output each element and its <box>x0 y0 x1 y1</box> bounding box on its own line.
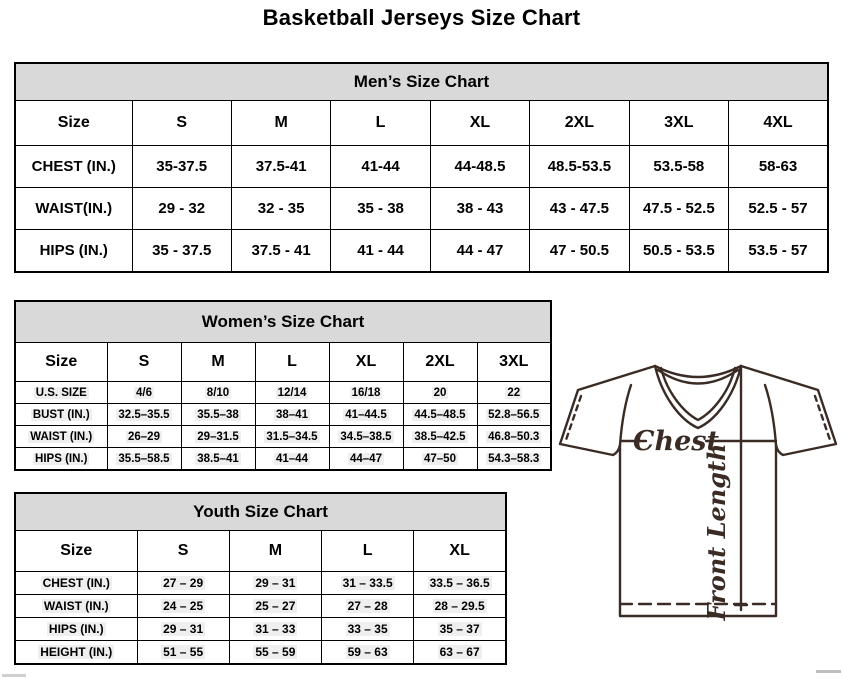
table-cell: 48.5-53.5 <box>530 146 629 188</box>
youth-chart-title: Youth Size Chart <box>15 493 506 531</box>
table-cell: 54.3–58.3 <box>477 448 551 471</box>
size-column-header: XL <box>414 531 506 572</box>
row-label-cell: WAIST(IN.) <box>15 188 132 230</box>
table-row <box>15 230 828 273</box>
row-label-cell: U.S. SIZE <box>15 382 107 404</box>
row-label-cell: CHEST (IN.) <box>15 572 137 595</box>
table-cell: 35.5–38 <box>181 404 255 426</box>
table-cell: 38 - 43 <box>430 188 529 230</box>
table-cell: 41–44 <box>255 448 329 471</box>
table-row <box>15 448 551 471</box>
bottom-right-scrollbar-fragment <box>816 670 841 673</box>
jersey-silhouette <box>560 366 836 616</box>
table-cell: 35.5–58.5 <box>107 448 181 471</box>
table-cell: 25 – 27 <box>229 595 321 618</box>
table-cell: 27 – 29 <box>137 572 229 595</box>
table-cell: 4/6 <box>107 382 181 404</box>
table-cell: 44 - 47 <box>430 230 529 273</box>
table-cell: 24 – 25 <box>137 595 229 618</box>
table-row <box>15 426 551 448</box>
size-column-header: 2XL <box>530 101 629 146</box>
table-cell: 20 <box>403 382 477 404</box>
row-label-cell: WAIST (IN.) <box>15 426 107 448</box>
size-column-header: S <box>137 531 229 572</box>
row-label-cell: WAIST (IN.) <box>15 595 137 618</box>
table-cell: 41–44.5 <box>329 404 403 426</box>
size-header-cell: Size <box>15 101 132 146</box>
mens-chart-title: Men’s Size Chart <box>15 63 828 101</box>
table-cell: 32.5–35.5 <box>107 404 181 426</box>
table-cell: 37.5 - 41 <box>231 230 330 273</box>
table-row <box>15 572 506 595</box>
table-cell: 47 - 50.5 <box>530 230 629 273</box>
row-label-cell: HEIGHT (IN.) <box>15 641 137 665</box>
size-column-header: 3XL <box>477 343 551 382</box>
mens-size-chart-table <box>14 62 829 273</box>
table-cell: 34.5–38.5 <box>329 426 403 448</box>
table-cell: 41-44 <box>331 146 430 188</box>
womens-chart-title: Women’s Size Chart <box>15 301 551 343</box>
size-column-header: L <box>322 531 414 572</box>
row-label-cell: CHEST (IN.) <box>15 146 132 188</box>
size-column-header: XL <box>329 343 403 382</box>
size-column-header: S <box>107 343 181 382</box>
size-column-header: L <box>331 101 430 146</box>
table-row <box>15 188 828 230</box>
table-cell: 52.8–56.5 <box>477 404 551 426</box>
table-cell: 8/10 <box>181 382 255 404</box>
page-title: Basketball Jerseys Size Chart <box>262 5 581 30</box>
table-cell: 28 – 29.5 <box>414 595 506 618</box>
table-cell: 43 - 47.5 <box>530 188 629 230</box>
jersey-outline-drawing <box>556 360 843 626</box>
chest-label: Chest <box>633 426 719 457</box>
table-cell: 58-63 <box>729 146 828 188</box>
table-cell: 26–29 <box>107 426 181 448</box>
table-cell: 16/18 <box>329 382 403 404</box>
front-length-label: Front Length <box>702 443 731 621</box>
table-cell: 31.5–34.5 <box>255 426 329 448</box>
table-cell: 51 – 55 <box>137 641 229 665</box>
table-cell: 44.5–48.5 <box>403 404 477 426</box>
size-column-header: M <box>181 343 255 382</box>
table-cell: 44–47 <box>329 448 403 471</box>
size-header-cell: Size <box>15 343 107 382</box>
table-cell: 29 – 31 <box>229 572 321 595</box>
table-cell: 29 – 31 <box>137 618 229 641</box>
size-column-header: S <box>132 101 231 146</box>
table-cell: 50.5 - 53.5 <box>629 230 728 273</box>
table-cell: 53.5-58 <box>629 146 728 188</box>
table-cell: 38–41 <box>255 404 329 426</box>
table-cell: 35 - 37.5 <box>132 230 231 273</box>
table-cell: 44-48.5 <box>430 146 529 188</box>
table-cell: 35-37.5 <box>132 146 231 188</box>
table-cell: 12/14 <box>255 382 329 404</box>
table-cell: 41 - 44 <box>331 230 430 273</box>
table-cell: 37.5-41 <box>231 146 330 188</box>
table-cell: 29–31.5 <box>181 426 255 448</box>
left-armhole-seam <box>620 385 631 445</box>
row-label-cell: HIPS (IN.) <box>15 448 107 471</box>
youth-size-chart-table <box>14 492 507 665</box>
table-row <box>15 404 551 426</box>
table-row <box>15 382 551 404</box>
table-row <box>15 595 506 618</box>
size-column-header: M <box>229 531 321 572</box>
table-cell: 52.5 - 57 <box>729 188 828 230</box>
row-label-cell: HIPS (IN.) <box>15 618 137 641</box>
table-row <box>15 146 828 188</box>
table-cell: 33 – 35 <box>322 618 414 641</box>
womens-size-chart-table <box>14 300 552 471</box>
table-cell: 22 <box>477 382 551 404</box>
table-cell: 55 – 59 <box>229 641 321 665</box>
table-cell: 35 – 37 <box>414 618 506 641</box>
table-cell: 47–50 <box>403 448 477 471</box>
size-column-header: L <box>255 343 329 382</box>
table-cell: 33.5 – 36.5 <box>414 572 506 595</box>
right-armhole-seam <box>765 385 776 445</box>
table-cell: 38.5–42.5 <box>403 426 477 448</box>
table-cell: 46.8–50.3 <box>477 426 551 448</box>
table-cell: 53.5 - 57 <box>729 230 828 273</box>
size-column-header: XL <box>430 101 529 146</box>
jersey-measurement-diagram <box>556 360 843 626</box>
row-label-cell: HIPS (IN.) <box>15 230 132 273</box>
size-column-header: 2XL <box>403 343 477 382</box>
table-cell: 31 – 33 <box>229 618 321 641</box>
bottom-left-scrollbar-fragment <box>2 674 26 677</box>
table-cell: 63 – 67 <box>414 641 506 665</box>
size-column-header: 3XL <box>629 101 728 146</box>
table-cell: 31 – 33.5 <box>322 572 414 595</box>
table-cell: 29 - 32 <box>132 188 231 230</box>
row-label-cell: BUST (IN.) <box>15 404 107 426</box>
table-cell: 47.5 - 52.5 <box>629 188 728 230</box>
table-cell: 35 - 38 <box>331 188 430 230</box>
table-row <box>15 618 506 641</box>
table-cell: 38.5–41 <box>181 448 255 471</box>
table-cell: 27 – 28 <box>322 595 414 618</box>
table-cell: 32 - 35 <box>231 188 330 230</box>
size-header-cell: Size <box>15 531 137 572</box>
size-column-header: 4XL <box>729 101 828 146</box>
size-column-header: M <box>231 101 330 146</box>
table-cell: 59 – 63 <box>322 641 414 665</box>
table-row <box>15 641 506 665</box>
